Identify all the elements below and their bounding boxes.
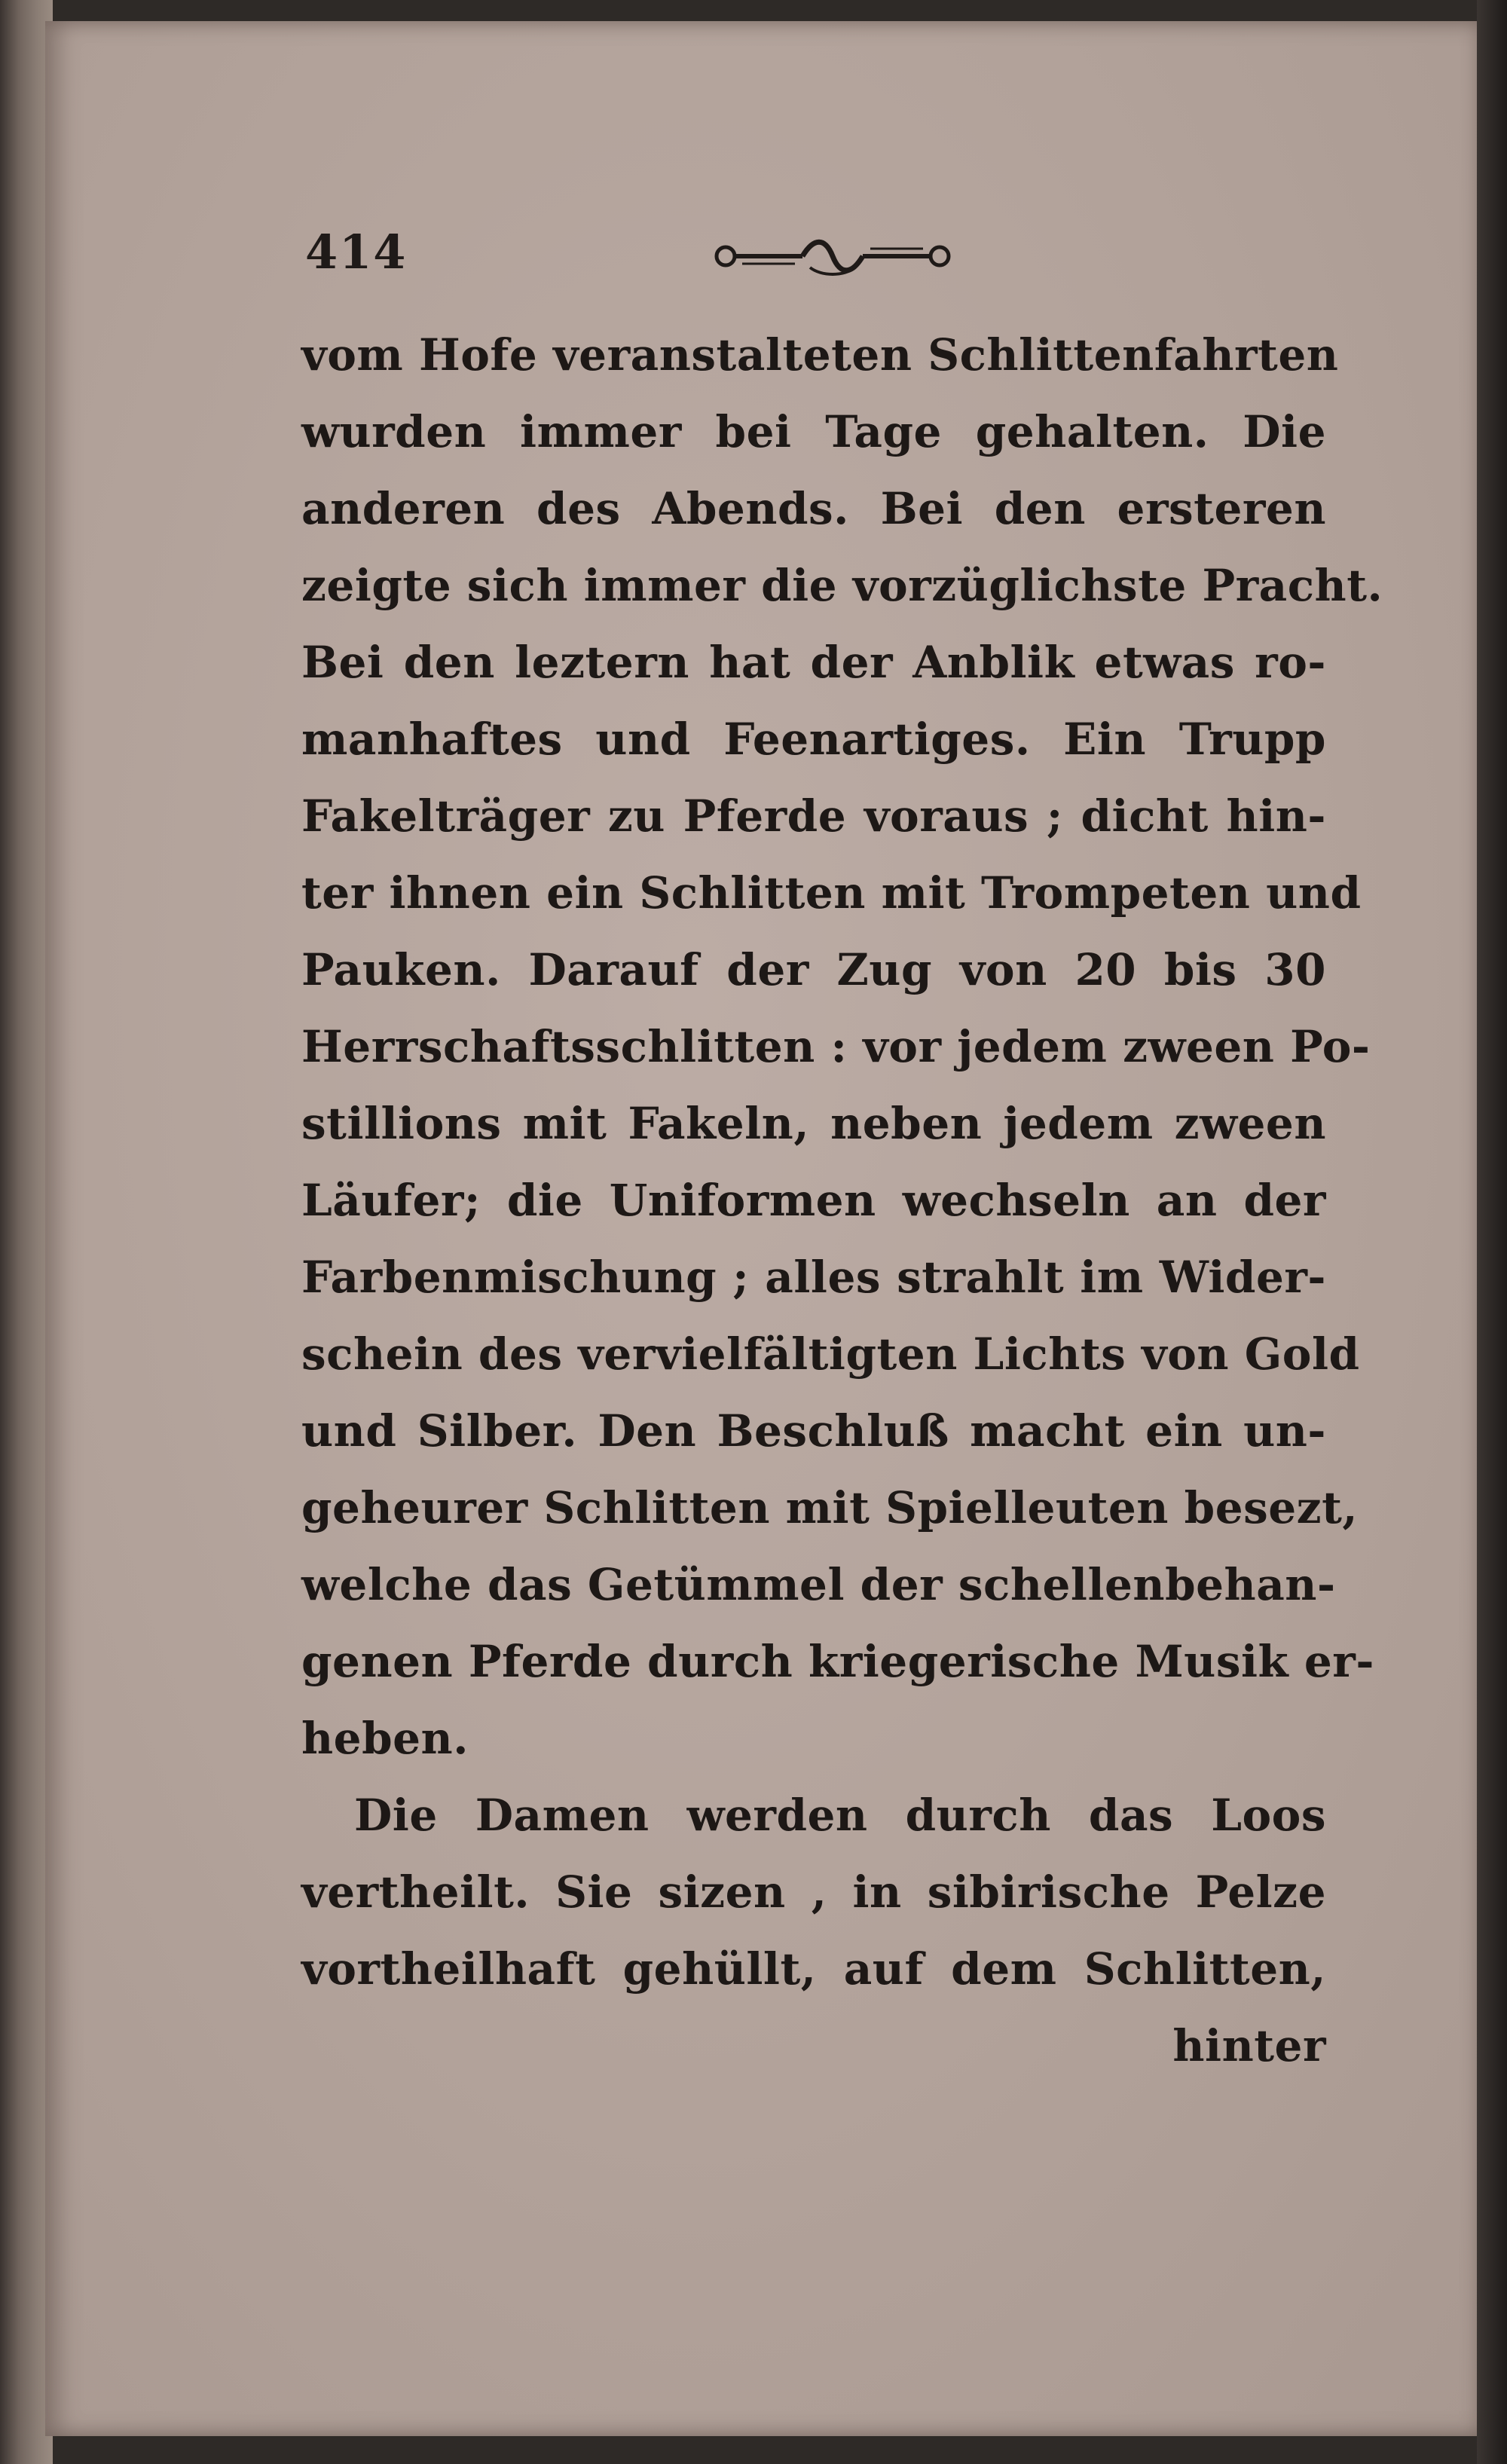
text-line: Pauken. Darauf der Zug von 20 bis 30 — [301, 944, 1326, 995]
text-line: vom Hofe veranstalteten Schlittenfahrten — [301, 329, 1339, 381]
page-edge-shadow — [1477, 0, 1507, 2464]
text-line: vertheilt. Sie sizen , in sibirische Pelze — [301, 1866, 1326, 1918]
catchword: hinter — [1172, 2020, 1326, 2071]
text-line: Herrschaftsschlitten : vor jedem zween Po- — [301, 1021, 1371, 1072]
text-line: heben. — [301, 1713, 469, 1764]
body-text — [301, 316, 1383, 2084]
text-line: stillions mit Fakeln, neben jedem zween — [301, 1098, 1326, 1149]
text-line: und Silber. Den Beschluß macht ein un- — [301, 1405, 1326, 1457]
text-line: manhaftes und Feenartiges. Ein Trupp — [301, 714, 1326, 765]
text-line: ter ihnen ein Schlitten mit Trompeten und — [301, 867, 1362, 919]
text-line: Läufer; die Uniformen wechseln an der — [301, 1175, 1326, 1226]
text-line: genen Pferde durch kriegerische Musik er- — [301, 1636, 1374, 1687]
text-line: Die Damen werden durch das Loos — [354, 1790, 1326, 1841]
text-line: wurden immer bei Tage gehalten. Die — [301, 406, 1326, 457]
text-line: zeigte sich immer die vorzüglichste Pracht. — [301, 560, 1383, 611]
text-line: Fakelträger zu Pferde voraus ; dicht hin- — [301, 790, 1326, 842]
text-line: schein des vervielfältigten Lichts von Gold — [301, 1328, 1360, 1380]
text-line: welche das Getümmel der schellenbehan- — [301, 1559, 1336, 1610]
page-header — [305, 219, 1330, 294]
text-line: geheurer Schlitten mit Spielleuten besezt, — [301, 1482, 1359, 1533]
text-line: anderen des Abends. Bei den ersteren — [301, 483, 1326, 534]
page-number: 414 — [305, 225, 408, 280]
text-line: Farbenmischung ; alles strahlt im Wider- — [301, 1252, 1326, 1303]
text-line: Bei den leztern hat der Anblik etwas ro- — [301, 637, 1326, 688]
ornament-divider-icon — [712, 230, 953, 283]
text-line: vortheilhaft gehüllt, auf dem Schlitten, — [301, 1943, 1326, 1995]
